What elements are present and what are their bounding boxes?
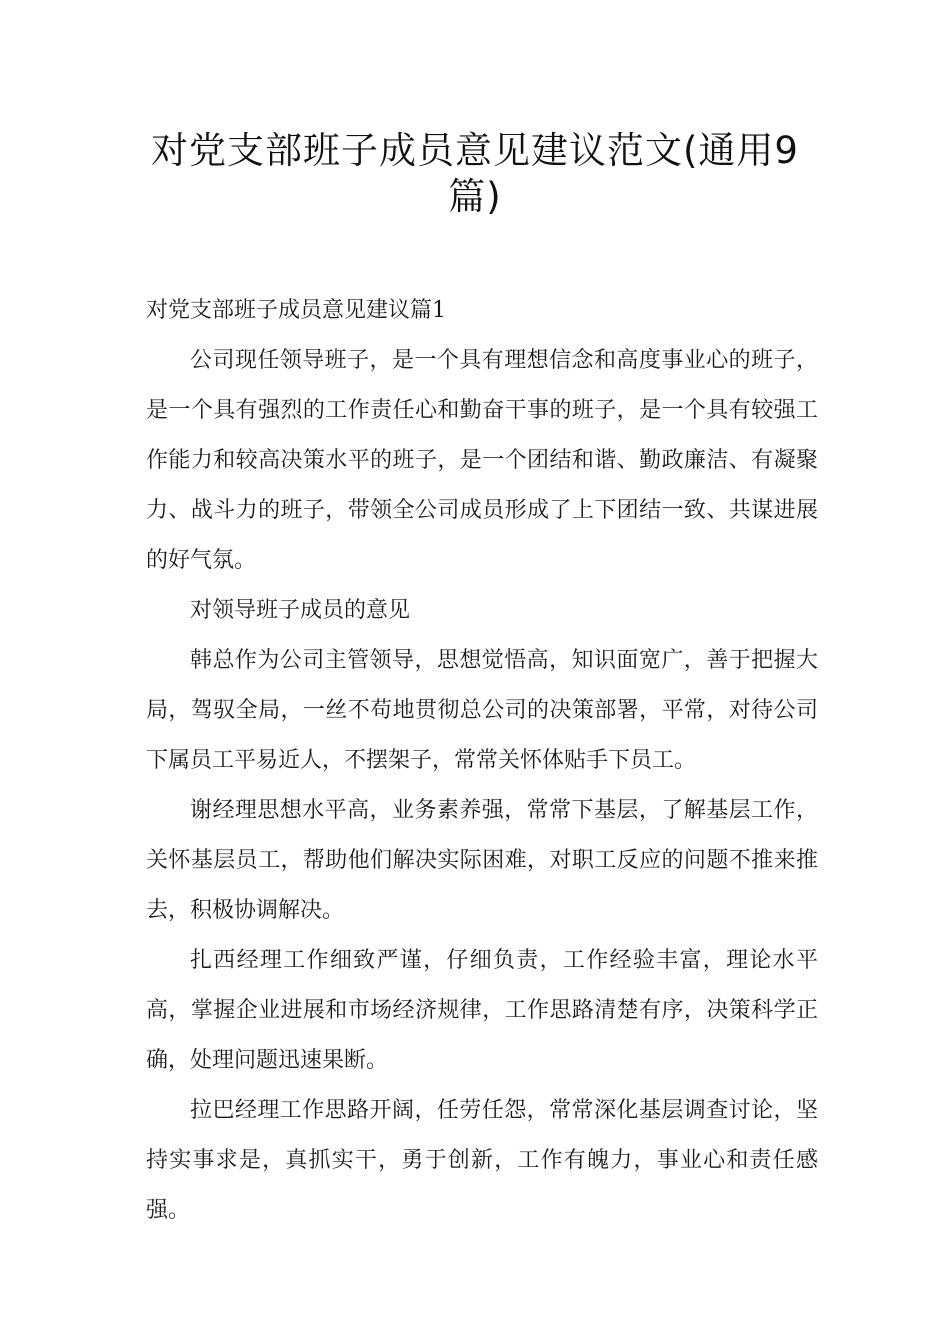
paragraph-laba: 拉巴经理工作思路开阔，任劳任怨，常常深化基层调查讨论，坚持实事求是，真抓实干，勇于创新，工作有魄力，事业心和责任感强。 (146, 1098, 818, 1223)
document-title-line-1: 对党支部班子成员意见建议范文(通用9 (151, 129, 799, 172)
paragraph-subheading: 对领导班子成员的意见 (190, 598, 411, 623)
paragraph-intro: 公司现任领导班子，是一个具有理想信念和高度事业心的班子，是一个具有强烈的工作责任心和勤奋干事的班子，是一个具有较强工作能力和较高决策水平的班子，是一个团结和谐、勤政廉洁、有凝聚力、战斗力的班子，带领全公司成员形成了上下团结一致、共谋进展的好气氛。 (146, 348, 818, 573)
section-heading: 对党支部班子成员意见建议篇1 (146, 298, 446, 323)
paragraph-xie: 谢经理思想水平高，业务素养强，常常下基层，了解基层工作，关怀基层员工，帮助他们解决实际困难，对职工反应的问题不推来推去，积极协调解决。 (146, 798, 818, 923)
paragraph-zhaxi: 扎西经理工作细致严谨，仔细负责，工作经验丰富，理论水平高，掌握企业进展和市场经济规律，工作思路清楚有序，决策科学正确，处理问题迅速果断。 (146, 948, 818, 1073)
document-title (120, 128, 830, 220)
paragraph-han: 韩总作为公司主管领导，思想觉悟高，知识面宽广，善于把握大局，驾驭全局，一丝不苟地贯彻总公司的决策部署，平常，对待公司下属员工平易近人，不摆架子，常常关怀体贴手下员工。 (146, 648, 818, 773)
document-body (146, 286, 818, 1236)
document-title-line-2: 篇) (448, 175, 502, 218)
